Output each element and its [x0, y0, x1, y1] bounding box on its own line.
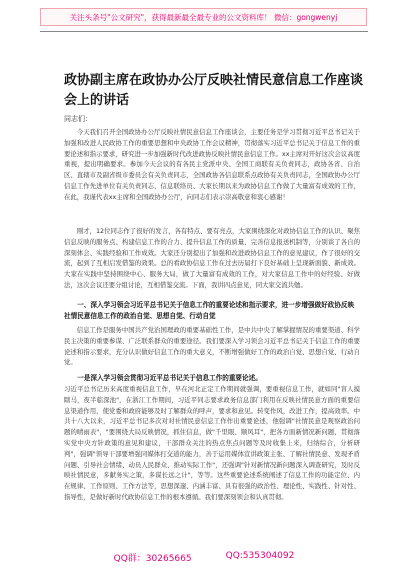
paragraph-section-1: 信息工作是服务中国共产党治国理政的重要基础性工作，是中共中央了解掌握情况的重要渠道、科学民主决策的重要参谋、广泛联系群众的重要途径。我们要深入学习领会习近平总书记关于信息工作的重要论述和指示要求，充分认识做好信息工作的重大意义，不断增强做好工作的政治自觉、思想自觉、行动自觉。 [64, 326, 360, 367]
subsection-heading: 一是深入学习领会贯彻习近平总书记关于信息工作的重要论述。 [77, 374, 262, 382]
page-footer [0, 551, 408, 564]
paragraph-intro: 今天我们召开全国政协办公厅反映社情民意信息工作座谈会，主要任务是学习贯彻习近平总书记关于加强和改进人民政协工作的重要思想和中央政协工作会议精神，贯彻落实习近平总书记关于信息工作的重要论述和指示要求，研究进一步加强新时代改进政协反映社情民意信息工作。xx主席对开好这次会议高度重视，提出明确要求。参加今天会议的有各民主党派中央、全国工商联有关负责同志，政协各省、自治区、直辖市及副省级市委员会有关负责同志，全国政协各信息联系点政协有关负责同志，全国政协办公厅信息工作先进单位有关负责同志，信息联络员、大家长期以来为政协信息工作做了大量富有成效的工作，在此，我谨代表xx主席和全国政协办公厅，向同志们表示崇高敬意和衷心感谢！ [64, 128, 360, 201]
header-divider [40, 31, 368, 32]
paragraph-subsection: 习近平总书记历来高度重视信息工作，早在河北正定工作期间就强调，要重视信息工作，就如同"盲人摸瞎马，夜半临深池"，在浙江工作期间，习近平同志要求政务信息部门利用在反映社情民意方面的重要信息渠道作用，使党委和政府能够及时了解群众的呼声，要求和意见。转变作风，改进工作，提高效率。中共十八大以来，习近平总书记多次对对社情民意信息工作作出重要论述，他强调"社情民意是观察政治问题的晴雨表"，"要围绕大局反映情况，抓住信息，做"千里眼、顺风耳"，把各方面新情况新问题、贯彻落实党中央方针政策的意见和建议，干部群众关注的热点焦点问题等及时收集上来，归纳综合，分析研判"，强调"领导干部要增强同媒体打交道的能力，善于运用媒体宣讲政策主张、了解社情民意、发现矛盾问题、引导社会情绪、动员人民群众、推动实际工作"，还强调"针对新情况新问题深入调查研究，及时反映社情民意，多献务实之策，多谋长远之计"，等等。这些重要论述系统阐述了信息工作的功能定位、内在规律、工作原则、工作方法等，思想深邃、内涵丰富、具有很强的政治性、理论性、实践性、针对性、指导性，是做好新时代政协信息工作的根本遵循。我们要深刻领会和认真贯彻。 [64, 385, 360, 501]
footer-qq: QQ:535304092 [225, 551, 295, 561]
promo-banner [40, 8, 367, 26]
footer-qq-group: QQ群：30265665 [113, 554, 192, 564]
paragraph-summary: 刚才，12位同志作了很好的发言，各有特点、要有亮点，大家围绕深化对政协信息工作的认识、聚焦信息反映的服务点、构建信息工作的合力、提升信息工作的质量、完善信息报送机制等，分别谈了各自的深刻体会、实践经验和工作成效。大家还分别提出了加强和改进政协信息工作的意见建议，作了很好的交流，起到了互相启发借鉴的效果。总的看政协信息工作在过去历届打下良好基础上呈现新面貌、新成效。大家在实践中坚持围绕中心、服务大局，做了大量富有成效的工作，对大家信息工作中的好经验、好做法，这次会议还要分组讨论，互相借鉴交流。下面，我讲四点意见，同大家交流共勉。 [64, 227, 360, 289]
promo-banner-text: 关注头条号"公文研究"，获得最新最全最专业的公文资料库！ 微信：gongwenyj [69, 12, 338, 22]
section-heading-1: 一、深入学习领会习近平总书记关于信息工作的重要论述和指示要求，进一步增强做好政协反映社情民意信息工作的政治自觉、思想自觉、行动自觉 [64, 301, 355, 320]
salutation: 同志们： [64, 115, 92, 123]
document-title: 政协副主席在政协办公厅反映社情民意信息工作座谈会上的讲话 [64, 73, 364, 108]
